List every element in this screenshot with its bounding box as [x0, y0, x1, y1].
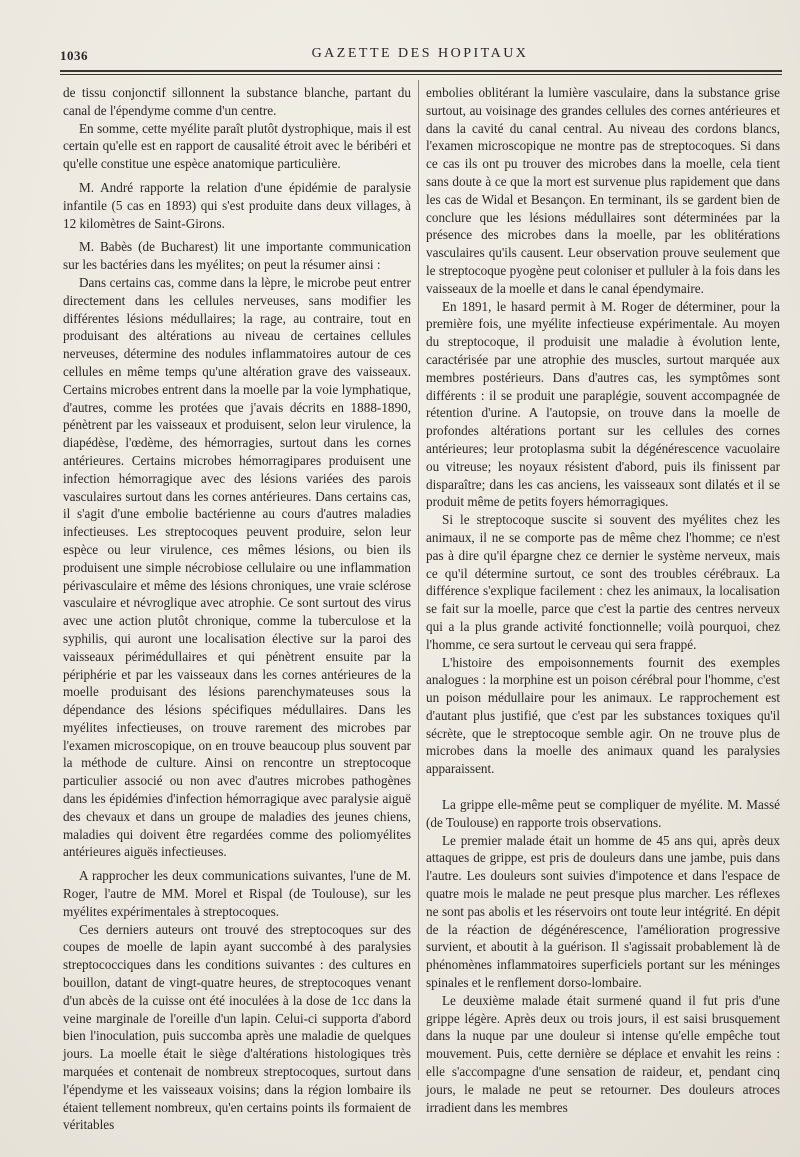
paragraph: La grippe elle-même peut se compliquer de myélite. M. Massé (de Toulouse) en rapporte trois observations.: [426, 797, 780, 830]
left-column: [63, 84, 411, 1134]
paragraph: En somme, cette myélite paraît plutôt dystrophique, mais il est certain qu'elle est en rapport de causalité étroit avec le béribéri et qu'elle constitue une espèce anatomique particulière.: [63, 120, 411, 172]
paragraph: M. André rapporte la relation d'une épidémie de paralysie infantile (5 cas en 1893) qui s'est produite dans deux villages, à 12 kilomètres de Saint-Girons.: [63, 179, 411, 231]
paragraph: Le deuxième malade était surmené quand il fut pris d'une grippe légère. Après deux ou trois jours, il est saisi brusquement dans la nuque par une douleur si intense qu'elle empêche tout mouvement. Puis, cette dernière se déplace et envahit les reins : elle s'accompagne d'une sensation de raideur, et, pendant cinq jours, le malade ne peut se retourner. Des douleurs atroces irradient dans les membres: [426, 992, 780, 1115]
column-divider: [418, 80, 419, 1080]
paragraph: embolies oblitérant la lumière vasculaire, dans la substance grise surtout, au voisinage des grandes cellules des cornes antérieures et dans la cavité du canal central. Au niveau des cordons blancs, l'examen microscopique ne montre pas de streptocoques. Si dans ce cas ils ont pu trouver des microbes dans la moelle, cela tient sans doute à ce que la mort est survenue plus rapidement que dans les cas de Widal et Besançon. En terminant, ils se gardent bien de conclure que les lésions médullaires sont déterminées par la présence des microbes dans la moelle, par les oblitérations vasculaires qu'ils causent. Leur observation prouve seulement que le streptocoque pyogène peut coloniser et pulluler à la fois dans les vaisseaux de la moelle et dans le canal épendymaire.: [426, 85, 780, 296]
paragraph: Si le streptocoque suscite si souvent des myélites chez les animaux, il ne se comporte pas de même chez l'homme; ce n'est pas à dire qu'il épargne chez ce dernier le système nerveux, mais ce qu'il détermine surtout, ce sont des troubles cérébraux. La différence s'explique facilement : chez les animaux, la localisation se fait sur la moelle, parce que c'est la partie des centres nerveux qui a la plus grande activité fonctionnelle; voilà pourquoi, chez l'homme, ce sera surtout le cerveau qui sera frappé.: [426, 512, 780, 652]
paragraph: Dans certains cas, comme dans la lèpre, le microbe peut entrer directement dans les cellules nerveuses, sans modifier les différentes lésions médullaires; la rage, au contraire, tout en produisant des altérations au niveau de certaines cellules nerveuses, détermine des nodules inflammatoires autour de ces cellules en même temps qu'une altération grave des vaisseaux. Certains microbes entrent dans la moelle par la voie lymphatique, d'autres, comme les protées que j'avais décrits en 1888-1890, pénètrent par les vaisseaux et produisent, selon leur virulence, la diapédèse, l'œdème, des hémorragies, surtout dans les cornes antérieures. Certains microbes hémorragipares produisent une infection hémorragique avec des lésions variées des parois vasculaires surtout dans les cornes antérieures. Dans certains cas, il s'agit d'une embolie bactérienne au cours d'autres maladies infectieuses. Les streptocoques peuvent produire, selon leur espèce ou leur virulence, ces mêmes lésions, ou bien ils produisent une simple nécrobiose cellulaire ou une inflammation périvasculaire et même des lésions chroniques, une vraie sclérose vasculaire et névroglique avec atrophie. Ce sont surtout des virus avec une action plutôt chronique, comme la tuberculose et la syphilis, qui auront une localisation élective sur la paroi des vaisseaux périmédullaires et qui pénètrent ensuite par la périphérie et par les vaisseaux dans les cornes antérieures de la moelle produisant des lésions parenchymateuses sous la dépendance des lésions spécifiques médullaires. Dans les myélites infectieuses, on trouve rarement des microbes par l'examen microscopique, on en trouve beaucoup plus souvent par la méthode de culture. Ainsi on rencontre un streptocoque particulier associé ou non avec d'autres microbes pathogènes dans les épidémies d'infection hémorragique avec paralysie aiguë des chevaux et dans un groupe de maladies des jeunes chiens, maladies qui doivent être regardées comme des poliomyélites antérieures aiguës infectieuses.: [63, 274, 411, 860]
header-rule: [60, 70, 782, 75]
paragraph: Le premier malade était un homme de 45 ans qui, après deux attaques de grippe, est pris de douleurs dans une jambe, puis dans l'autre. Les douleurs sont suivies d'impotence et dans l'espace de quatre mois le malade ne peut presque plus marcher. Les réflexes ne sont pas abolis et les réservoirs ont toute leur intégrité. En dépit de la réaction de dégénérescence, l'amélioration progressive survient, et aboutit à la guérison. Il s'agissait probablement là de phénomènes inflammatoires superficiels portant sur les méninges spinales et le renflement dorso-lombaire.: [426, 832, 780, 991]
paragraph: L'histoire des empoisonnements fournit des exemples analogues : la morphine est un poison cérébral pour l'homme, c'est un poison médullaire pour les animaux. Le rapprochement est d'autant plus justifié, que c'est par les substances toxiques qu'il sécrète, que le streptocoque semble agir. On ne trouve plus de microbes dans la moelle des animaux quand les paralysies apparaissent.: [426, 654, 780, 777]
page-header: [60, 44, 780, 66]
paragraph: A rapprocher les deux communications suivantes, l'une de M. Roger, l'autre de MM. Morel et Rispal (de Toulouse), sur les myélites expérimentales à streptocoques.: [63, 868, 411, 919]
paragraph: M. Babès (de Bucharest) lit une importante communication sur les bactéries dans les myélites; on peut la résumer ainsi :: [63, 239, 411, 273]
page-number: 1036: [60, 48, 88, 63]
paragraph: En 1891, le hasard permit à M. Roger de déterminer, pour la première fois, une myélite infectieuse expérimentale. Au moyen du streptocoque, il produisit une maladie à évolution lente, caractérisée par une atrophie des muscles, surtout marquée aux membres postérieurs. Dans d'autres cas, les symptômes sont différents : il se produit une paraplégie, souvent accompagnée de rétention d'urine. A l'autopsie, on trouve dans la moelle de profondes altérations portant sur les cellules des cornes antérieures; leur protoplasma subit la dégénérescence vacuolaire ou vitreuse; les noyaux résistent d'abord, puis ils finissent par disparaître; dans les cas anciens, les vaisseaux sont dilatés et il se produit même de petits foyers hémorragiques.: [426, 298, 780, 510]
right-column: [426, 84, 780, 1116]
journal-title: GAZETTE DES HOPITAUX: [311, 46, 529, 61]
paragraph: de tissu conjonctif sillonnent la substance blanche, partant du canal de l'épendyme comme d'un centre.: [63, 85, 411, 118]
paragraph: Ces derniers auteurs ont trouvé des streptocoques sur des coupes de moelle de lapin ayant succombé à des paralysies streptococciques dans les conditions suivantes : des cultures en bouillon, datant de vingt-quatre heures, de streptocoques venant d'un abcès de la cuisse ont été inoculées à la dose de 1cc dans la veine marginale de l'oreille d'un lapin. Celui-ci supporta d'abord bien l'inoculation, puis succomba après une maladie de quelques jours. La moelle était le siège d'altérations histologiques très marquées et contenait de nombreux streptocoques, surtout dans l'épendyme et les vaisseaux voisins; dans la région lombaire ils étaient tellement nombreux, qu'en certains points ils formaient de véritables: [63, 921, 411, 1133]
